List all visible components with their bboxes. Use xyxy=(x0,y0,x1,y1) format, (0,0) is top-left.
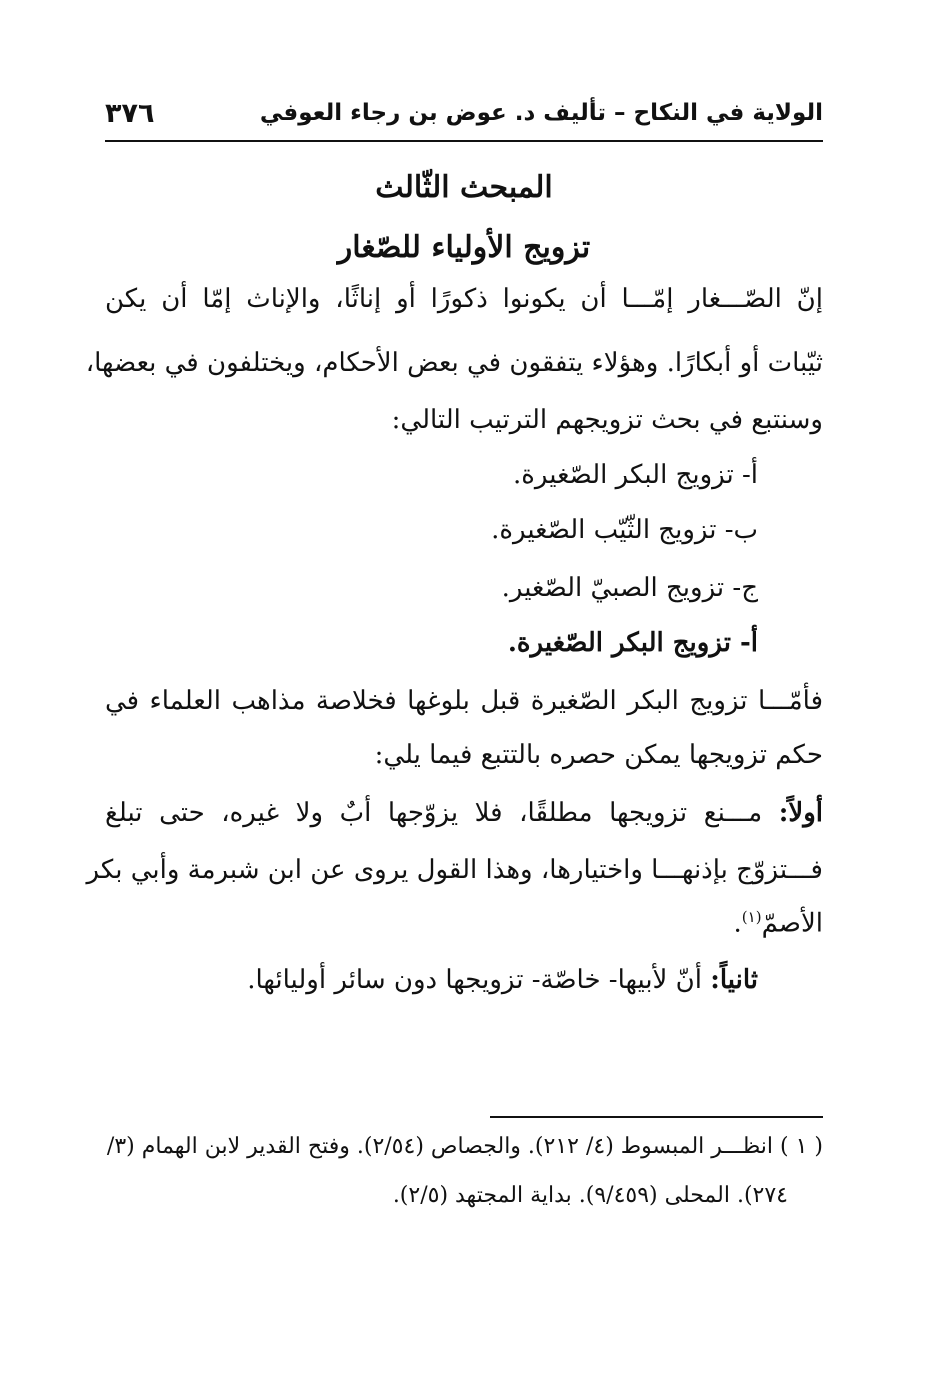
footnote-line-1: ( ١ ) انظـــر المبسوط (٤/ ٢١٢). والجصاص (٢/٥٤). وفتح القدير لابن الهمام (٣/ xyxy=(106,1134,823,1159)
list-item: ب- تزويج الثّيّب الصّغيرة. xyxy=(491,515,758,545)
second-opinion-line xyxy=(247,965,758,995)
first-opinion-end: الأصمّ xyxy=(761,908,823,939)
header-title: الولاية في النكاح – تأليف د. عوض بن رجاء العوفي xyxy=(259,100,823,126)
footnote-line-2: ٢٧٤). المحلى (٩/٤٥٩). بداية المجتهد (٢/٥). xyxy=(392,1183,788,1208)
first-opinion-label: أولاً: xyxy=(778,798,824,828)
first-opinion-line-1 xyxy=(105,798,823,828)
header-rule xyxy=(105,140,823,142)
subheading: أ- تزويج البكر الصّغيرة. xyxy=(507,628,758,658)
footnote-ref: (١) xyxy=(741,908,762,926)
paragraph-line-2: حكم تزويجها يمكن حصره بالتتبع فيما يلي: xyxy=(374,740,823,770)
second-opinion-text: أنّ لأبيها- خاصّة- تزويجها دون سائر أوليائها. xyxy=(247,965,702,995)
first-opinion-period: . xyxy=(733,908,742,939)
intro-line-3: وسنتبع في بحث تزويجهم الترتيب التالي: xyxy=(391,405,823,435)
second-opinion-label: ثانياً: xyxy=(710,965,758,995)
first-opinion-line-2: فـــتزوّج بإذنهـــا واختيارها، وهذا القول يروى عن ابن شبرمة وأبي بكر xyxy=(86,855,823,885)
page-number: ٣٧٦ xyxy=(105,98,155,129)
intro-line-2: ثيّبات أو أبكارًا. وهؤلاء يتفقون في بعض الأحكام، ويختلفون في بعضها، xyxy=(85,348,823,378)
list-item: أ- تزويج البكر الصّغيرة. xyxy=(513,460,758,490)
list-item: ج- تزويج الصبيّ الصّغير. xyxy=(501,573,758,603)
first-opinion-line-3 xyxy=(734,908,823,939)
running-header xyxy=(105,100,823,140)
first-opinion-text: مـــنع تزويجها مطلقًا، فلا يزوّجها أبٌ ولا غيره، حتى تبلغ xyxy=(105,798,763,828)
section-heading: المبحث الثّالث xyxy=(375,170,553,205)
topic-heading: تزويج الأولياء للصّغار xyxy=(337,230,591,265)
intro-line-1: إنّ الصّـــغار إمّـــا أن يكونوا ذكورًا أو إناثًا، والإناث إمّا أن يكن xyxy=(105,284,823,314)
paragraph-line-1: فأمّـــا تزويج البكر الصّغيرة قبل بلوغها فخلاصة مذاهب العلماء في xyxy=(105,686,823,716)
footnote-rule xyxy=(490,1116,823,1118)
